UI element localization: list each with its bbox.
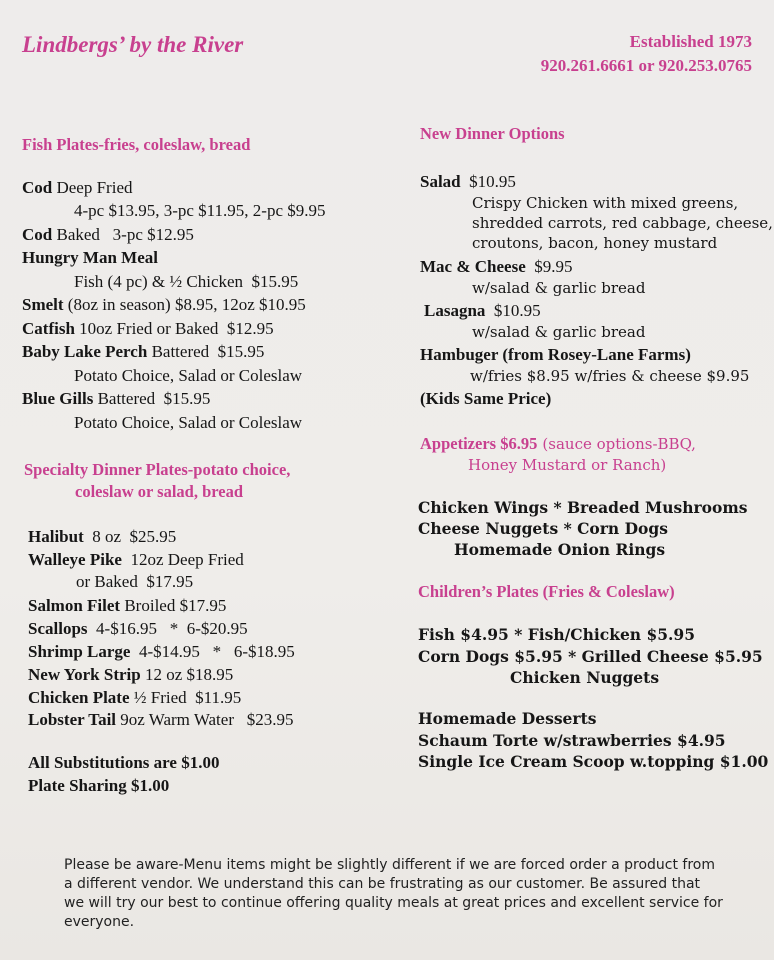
specialty-plate-item-name: Walleye Pike (28, 550, 122, 569)
fish-plates-heading: Fish Plates-fries, coleslaw, bread (22, 135, 251, 154)
specialty-heading-1: Specialty Dinner Plates-potato choice, (24, 460, 291, 479)
fish-plate-item-detail: (8oz in season) $8.95, 12oz $10.95 (63, 295, 306, 314)
salad-desc-3: croutons, bacon, honey mustard (472, 234, 718, 252)
specialty-plate-item-detail: Broiled $17.95 (120, 596, 227, 615)
specialty-plate-item-name: Halibut (28, 527, 84, 546)
specialty-plate-item-detail: 8 oz $25.95 (83, 527, 177, 546)
salad-price: $10.95 (469, 172, 516, 191)
specialty-plate-item-name: Chicken Plate (28, 688, 130, 707)
fish-plate-line (74, 413, 302, 433)
lasagna-desc: w/salad & garlic bread (472, 323, 646, 341)
appetizers-line-3: Homemade Onion Rings (454, 540, 666, 559)
specialty-heading-2: coleslaw or salad, bread (75, 482, 244, 501)
fish-plate-item-name: Smelt (22, 295, 64, 314)
fish-plate-item-name: Hungry Man Meal (22, 248, 158, 267)
appetizers-heading-row (420, 434, 696, 454)
specialty-plate-line (28, 619, 248, 639)
phone-numbers: 920.261.6661 or 920.253.0765 (540, 56, 752, 75)
fish-plate-line (74, 366, 302, 386)
appetizers-sauce-note-1: (sauce options-BBQ, (542, 435, 696, 453)
fish-plate-line (74, 201, 326, 221)
specialty-plate-line (28, 596, 226, 616)
fish-plate-item-detail: 4-pc $13.95, 3-pc $11.95, 2-pc $9.95 (74, 201, 326, 220)
mac-cheese-item (420, 257, 573, 277)
fish-plate-item-detail: Fish (4 pc) & ½ Chicken $15.95 (74, 272, 299, 291)
appetizers-line-2: Cheese Nuggets * Corn Dogs (418, 519, 668, 538)
salad-desc-1: Crispy Chicken with mixed greens, (472, 194, 739, 212)
hamburger-desc: w/fries $8.95 w/fries & cheese $9.95 (470, 367, 750, 385)
specialty-plate-line (76, 572, 193, 592)
children-line-3: Chicken Nuggets (510, 668, 660, 687)
specialty-plate-line (28, 710, 294, 730)
fish-plate-item-name: Blue Gills (22, 389, 94, 408)
mac-cheese-price: $9.95 (534, 257, 573, 276)
specialty-plate-item-name: Salmon Filet (28, 596, 121, 615)
specialty-plate-item-detail: 4-$16.95 * 6-$20.95 (87, 619, 248, 638)
kids-same-price: (Kids Same Price) (420, 389, 552, 408)
fish-plate-line (74, 272, 298, 292)
fish-plate-line (22, 319, 274, 339)
fish-plate-item-detail: Battered $15.95 (93, 389, 211, 408)
fish-plate-line (22, 295, 306, 315)
vendor-disclaimer: Please be aware-Menu items might be slightly different if we are forced order a product from a different vendor. We understand this can be frustrating as our customer. Be assured that we will try our best to continue offering quality meals at great prices and excellent service for everyone. (64, 857, 723, 930)
salad-item (420, 172, 516, 192)
fish-plate-item-detail: Potato Choice, Salad or Coleslaw (74, 366, 303, 385)
desserts-line-2: Single Ice Cream Scoop w.topping $1.00 (418, 752, 769, 771)
children-line-2: Corn Dogs $5.95 * Grilled Cheese $5.95 (418, 647, 763, 666)
desserts-heading: Homemade Desserts (418, 709, 597, 728)
restaurant-name: Lindbergs’ by the River (22, 32, 244, 57)
new-dinner-heading: New Dinner Options (420, 124, 565, 143)
specialty-plate-item-name: Scallops (28, 619, 88, 638)
fish-plate-item-name: Cod (22, 225, 53, 244)
salad-desc-2: shredded carrots, red cabbage, cheese, (472, 214, 773, 232)
fish-plate-item-name: Cod (22, 178, 53, 197)
specialty-plate-line (28, 527, 176, 547)
specialty-plate-line (28, 642, 295, 662)
appetizers-heading: Appetizers $6.95 (420, 434, 538, 453)
appetizers-line-1: Chicken Wings * Breaded Mushrooms (418, 498, 748, 517)
children-line-1: Fish $4.95 * Fish/Chicken $5.95 (418, 625, 696, 644)
lasagna-name: Lasagna (424, 301, 486, 320)
fish-plate-item-detail: Baked 3-pc $12.95 (52, 225, 194, 244)
specialty-plate-item-detail: 9oz Warm Water $23.95 (116, 710, 294, 729)
fish-plate-line (22, 178, 133, 198)
fish-plate-item-detail: Potato Choice, Salad or Coleslaw (74, 413, 303, 432)
fish-plate-line (22, 225, 194, 245)
specialty-plate-item-detail: ½ Fried $11.95 (129, 688, 242, 707)
specialty-plate-item-name: Shrimp Large (28, 642, 131, 661)
plate-sharing-note: Plate Sharing $1.00 (28, 776, 170, 795)
appetizers-sauce-note-2: Honey Mustard or Ranch) (468, 456, 667, 474)
specialty-plate-item-detail: 4-$14.95 * 6-$18.95 (130, 642, 295, 661)
fish-plate-line (22, 248, 158, 268)
desserts-line-1: Schaum Torte w/strawberries $4.95 (418, 731, 726, 750)
fish-plate-line (22, 342, 264, 362)
fish-plate-item-name: Baby Lake Perch (22, 342, 148, 361)
specialty-plate-item-detail: 12oz Deep Fried (121, 550, 244, 569)
specialty-plate-item-detail: 12 oz $18.95 (140, 665, 234, 684)
salad-name: Salad (420, 172, 461, 191)
fish-plate-item-detail: Deep Fried (52, 178, 133, 197)
fish-plate-item-detail: 10oz Fried or Baked $12.95 (74, 319, 274, 338)
specialty-plate-line (28, 665, 233, 685)
header-contact (541, 30, 752, 78)
hamburger-name: Hambuger (from Rosey-Lane Farms) (420, 345, 691, 364)
fish-plate-item-name: Catfish (22, 319, 75, 338)
established-text: Established 1973 (629, 32, 752, 51)
fish-plate-item-detail: Battered $15.95 (147, 342, 265, 361)
specialty-plate-line (28, 550, 244, 570)
lasagna-item (424, 301, 541, 321)
fish-plate-line (22, 389, 210, 409)
specialty-plate-line (28, 688, 241, 708)
lasagna-price: $10.95 (493, 301, 541, 320)
mac-cheese-desc: w/salad & garlic bread (472, 279, 646, 297)
children-heading: Children’s Plates (Fries & Coleslaw) (418, 582, 675, 601)
specialty-plate-item-name: New York Strip (28, 665, 141, 684)
substitutions-note: All Substitutions are $1.00 (28, 753, 220, 772)
mac-cheese-name: Mac & Cheese (420, 257, 526, 276)
specialty-plate-item-detail: or Baked $17.95 (76, 572, 194, 591)
specialty-plate-item-name: Lobster Tail (28, 710, 117, 729)
